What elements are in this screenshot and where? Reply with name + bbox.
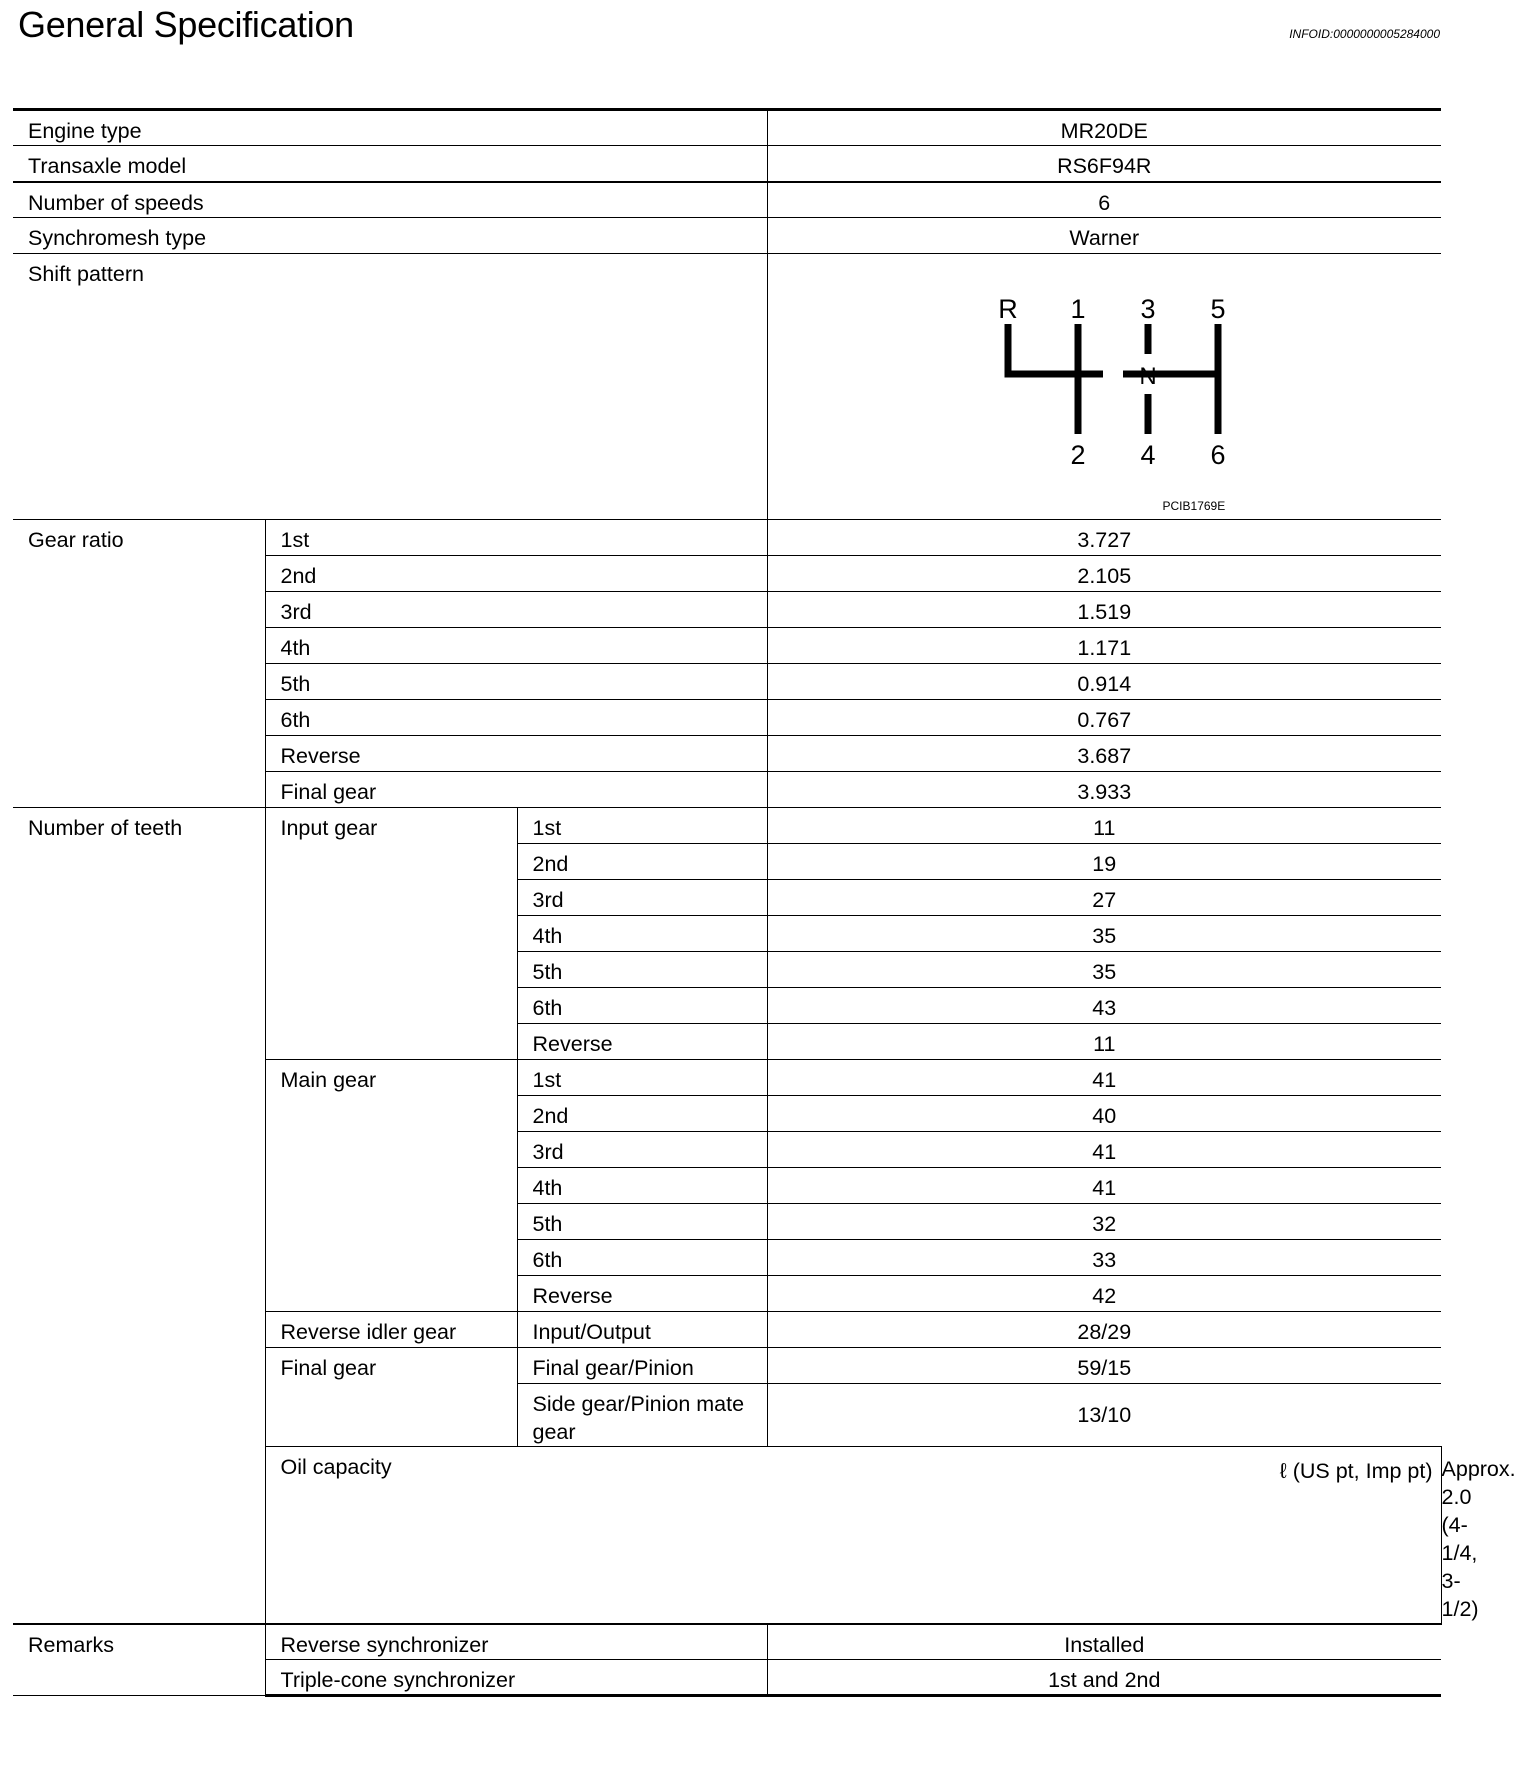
main-gear-teeth: 41 bbox=[767, 1060, 1441, 1096]
oil-capacity-unit: ℓ (US pt, Imp pt) bbox=[1279, 1459, 1433, 1483]
table-row bbox=[13, 520, 1441, 556]
input-gear-gear: 6th bbox=[517, 988, 767, 1024]
gear-ratio-gear: Reverse bbox=[265, 736, 767, 772]
gear-ratio-label: Gear ratio bbox=[13, 520, 265, 808]
gear-ratio-gear: 5th bbox=[265, 664, 767, 700]
gear-ratio-gear: 2nd bbox=[265, 556, 767, 592]
table-row bbox=[13, 182, 1441, 218]
main-gear-gear: Reverse bbox=[517, 1276, 767, 1312]
final-gear-item: Side gear/Pinion mate gear bbox=[517, 1384, 767, 1447]
table-row bbox=[13, 808, 1441, 844]
table-row bbox=[13, 1624, 1441, 1660]
info-id: INFOID:0000000005284000 bbox=[1289, 27, 1440, 41]
input-gear-teeth: 19 bbox=[767, 844, 1441, 880]
reverse-idler-gear-teeth: 28/29 bbox=[767, 1312, 1441, 1348]
oil-capacity-label: Oil capacity bbox=[280, 1455, 392, 1479]
main-gear-teeth: 33 bbox=[767, 1240, 1441, 1276]
main-gear-gear: 2nd bbox=[517, 1096, 767, 1132]
gear-label-1: 1 bbox=[1070, 294, 1086, 324]
gear-label-2: 2 bbox=[1070, 440, 1086, 470]
final-gear-item: Final gear/Pinion bbox=[517, 1348, 767, 1384]
page-title: General Specification bbox=[18, 4, 354, 45]
input-gear-teeth: 11 bbox=[767, 1024, 1441, 1060]
final-gear-teeth: 59/15 bbox=[767, 1348, 1441, 1384]
gear-ratio-gear: 3rd bbox=[265, 592, 767, 628]
gear-ratio-value: 0.914 bbox=[767, 664, 1441, 700]
table-row bbox=[13, 254, 1441, 520]
transaxle-model-label: Transaxle model bbox=[13, 146, 767, 182]
reverse-idler-gear-item: Input/Output bbox=[517, 1312, 767, 1348]
main-gear-teeth: 40 bbox=[767, 1096, 1441, 1132]
input-gear-gear: 1st bbox=[517, 808, 767, 844]
table-row bbox=[13, 110, 1441, 146]
remarks-item: Triple-cone synchronizer bbox=[265, 1660, 767, 1696]
specification-table bbox=[13, 108, 1516, 1697]
input-gear-teeth: 35 bbox=[767, 916, 1441, 952]
input-gear-gear: 2nd bbox=[517, 844, 767, 880]
table-row bbox=[13, 218, 1441, 254]
table-row: Oil capacity ℓ (US pt, Imp pt) Approx. 2.0 (4-1/4, 3-1/2) bbox=[13, 1447, 1441, 1624]
oil-capacity-cell bbox=[265, 1447, 1441, 1624]
gear-label-4: 4 bbox=[1140, 440, 1156, 470]
gear-label-3: 3 bbox=[1140, 294, 1156, 324]
remarks-item: Reverse synchronizer bbox=[265, 1624, 767, 1660]
input-gear-label: Input gear bbox=[265, 808, 517, 1060]
input-gear-teeth: 27 bbox=[767, 880, 1441, 916]
final-gear-teeth: 13/10 bbox=[767, 1384, 1441, 1447]
remarks-value: Installed bbox=[767, 1624, 1441, 1660]
input-gear-gear: 3rd bbox=[517, 880, 767, 916]
number-of-speeds-value: 6 bbox=[767, 182, 1441, 218]
input-gear-gear: 5th bbox=[517, 952, 767, 988]
shift-pattern-figure bbox=[978, 294, 1238, 484]
gear-ratio-value: 3.687 bbox=[767, 736, 1441, 772]
shift-pattern-label: Shift pattern bbox=[13, 254, 767, 520]
gear-ratio-gear: 4th bbox=[265, 628, 767, 664]
main-gear-gear: 3rd bbox=[517, 1132, 767, 1168]
final-gear-label: Final gear bbox=[265, 1348, 517, 1447]
synchromesh-type-value: Warner bbox=[767, 218, 1441, 254]
input-gear-gear: 4th bbox=[517, 916, 767, 952]
gear-ratio-gear: 6th bbox=[265, 700, 767, 736]
gear-ratio-gear: 1st bbox=[265, 520, 767, 556]
input-gear-teeth: 35 bbox=[767, 952, 1441, 988]
gear-label-n: N bbox=[1138, 363, 1157, 390]
gear-ratio-value: 3.933 bbox=[767, 772, 1441, 808]
remarks-value: 1st and 2nd bbox=[767, 1660, 1441, 1696]
shift-pattern-cell bbox=[767, 254, 1441, 520]
input-gear-teeth: 43 bbox=[767, 988, 1441, 1024]
main-gear-gear: 1st bbox=[517, 1060, 767, 1096]
main-gear-gear: 5th bbox=[517, 1204, 767, 1240]
main-gear-teeth: 41 bbox=[767, 1132, 1441, 1168]
gear-ratio-value: 3.727 bbox=[767, 520, 1441, 556]
gear-label-5: 5 bbox=[1210, 294, 1226, 324]
input-gear-teeth: 11 bbox=[767, 808, 1441, 844]
gear-ratio-value: 1.519 bbox=[767, 592, 1441, 628]
gear-ratio-value: 0.767 bbox=[767, 700, 1441, 736]
gear-label-r: R bbox=[997, 294, 1018, 324]
gear-label-6: 6 bbox=[1210, 440, 1226, 470]
main-gear-teeth: 42 bbox=[767, 1276, 1441, 1312]
gear-ratio-value: 2.105 bbox=[767, 556, 1441, 592]
main-gear-teeth: 41 bbox=[767, 1168, 1441, 1204]
remarks-label: Remarks bbox=[13, 1624, 265, 1696]
figure-id: PCIB1769E bbox=[1162, 499, 1226, 513]
main-gear-gear: 4th bbox=[517, 1168, 767, 1204]
number-of-speeds-label: Number of speeds bbox=[13, 182, 767, 218]
engine-type-label: Engine type bbox=[13, 110, 767, 146]
engine-type-value: MR20DE bbox=[767, 110, 1441, 146]
main-gear-label: Main gear bbox=[265, 1060, 517, 1312]
gear-ratio-value: 1.171 bbox=[767, 628, 1441, 664]
main-gear-gear: 6th bbox=[517, 1240, 767, 1276]
transaxle-model-value: RS6F94R bbox=[767, 146, 1441, 182]
input-gear-gear: Reverse bbox=[517, 1024, 767, 1060]
table-row bbox=[13, 146, 1441, 182]
shift-pattern-diagram bbox=[768, 254, 1442, 519]
reverse-idler-gear-label: Reverse idler gear bbox=[265, 1312, 517, 1348]
synchromesh-type-label: Synchromesh type bbox=[13, 218, 767, 254]
number-of-teeth-label: Number of teeth bbox=[13, 808, 265, 1624]
main-gear-teeth: 32 bbox=[767, 1204, 1441, 1240]
gear-ratio-gear: Final gear bbox=[265, 772, 767, 808]
